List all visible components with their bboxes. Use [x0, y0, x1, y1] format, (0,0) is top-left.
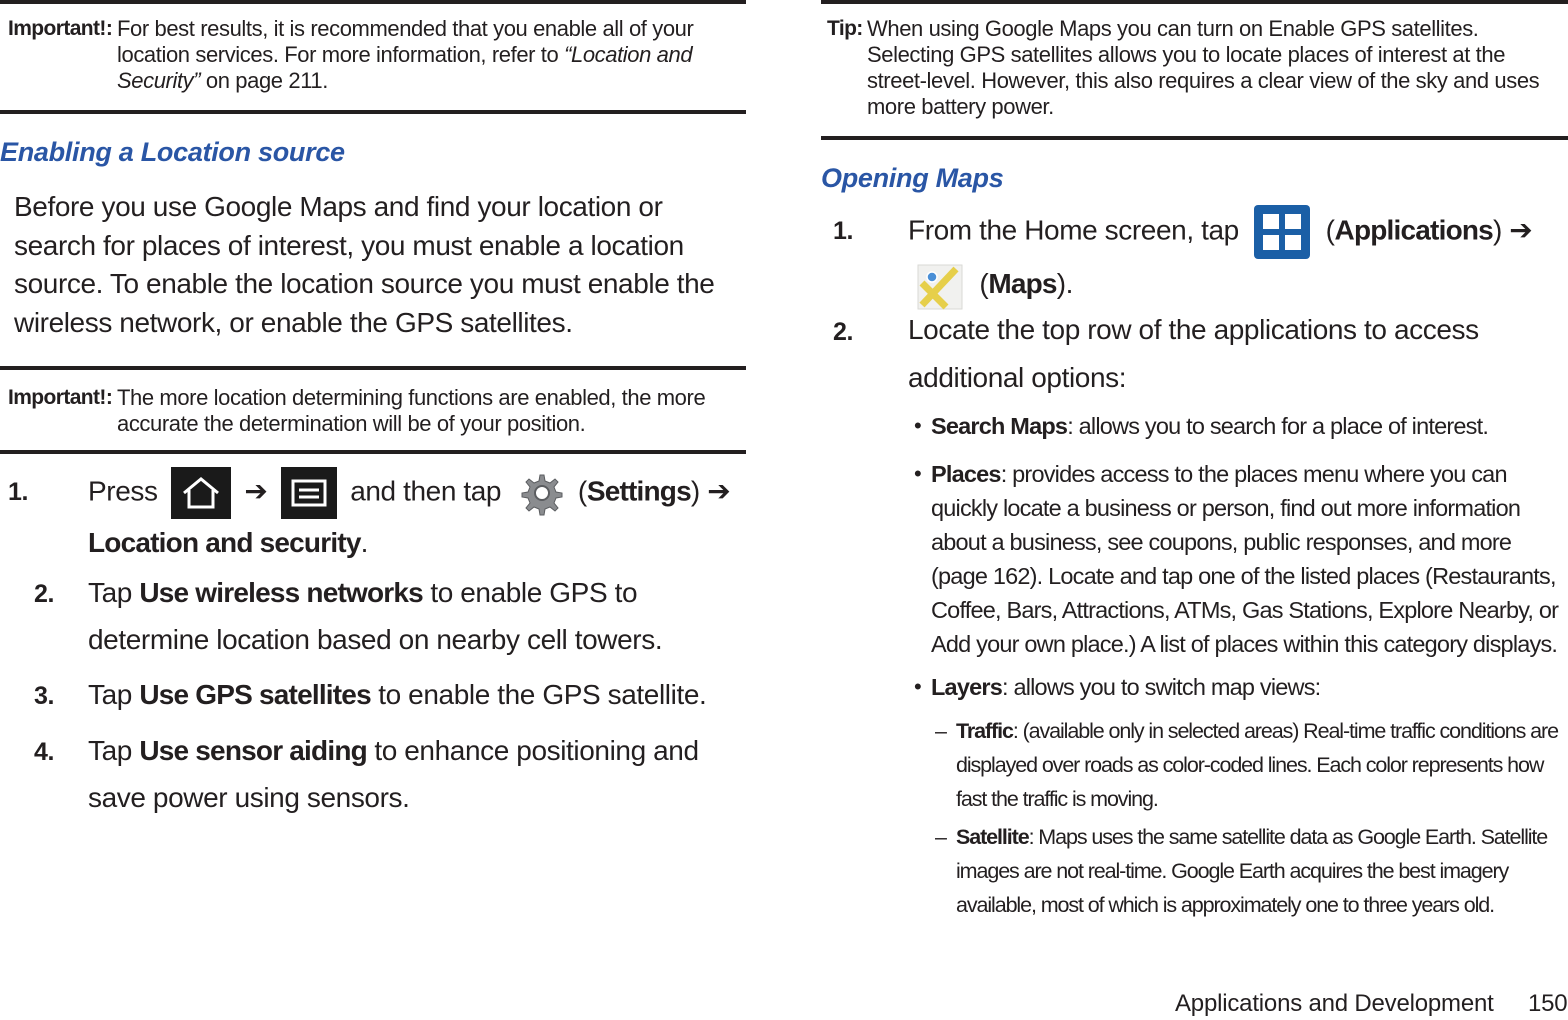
- step-number: 4.: [34, 738, 55, 766]
- maps-label: Maps: [988, 268, 1057, 299]
- applications-label: Applications: [1334, 214, 1493, 246]
- step-number: 1.: [833, 217, 854, 245]
- step-text: From the Home screen, tap (Applications) ➔ (Maps).: [908, 205, 1568, 311]
- step-text: Tap Use wireless networks to enable GPS to determine location based on nearby cell towers.: [88, 577, 663, 655]
- footer-section-title: Applications and Development: [1175, 990, 1494, 1017]
- applications-icon: [1254, 205, 1310, 259]
- note-bottom-rule: [0, 110, 746, 114]
- step-text: Locate the top row of the applications to access additional options:: [908, 314, 1479, 393]
- dash-icon: –: [935, 719, 946, 743]
- use-gps-satellites-label: Use GPS satellites: [139, 679, 371, 710]
- note-text: The more location determining functions are enabled, the more accurate the determination will be of your position.: [117, 385, 706, 436]
- settings-label: Settings: [586, 475, 691, 507]
- left-step-4: [0, 727, 746, 821]
- step-number: 3.: [34, 682, 55, 710]
- step-number: 1.: [8, 478, 29, 506]
- home-key-icon: [171, 467, 231, 519]
- right-step-2: [821, 306, 1568, 402]
- arrow-icon: ➔: [707, 475, 731, 507]
- tip-note: [821, 16, 1568, 124]
- page-number: 150: [1528, 990, 1568, 1017]
- maps-icon: [916, 261, 964, 311]
- note2-bottom-rule: [0, 450, 746, 454]
- intro-paragraph: Before you use Google Maps and find your location or search for places of interest, you must enable a location source. To enable the location source you must enable the wireless network, or enable the GPS satellites.: [14, 191, 715, 338]
- option-text: Layers: allows you to switch map views:: [931, 674, 1321, 700]
- tip-text: When using Google Maps you can turn on Enable GPS satellites. Selecting GPS satellites allows you to locate places of interest at the street-level. However, this also requires a clear view of the sky and uses more battery power.: [867, 16, 1540, 119]
- note-top-rule: [0, 0, 746, 4]
- tip-top-rule: [821, 0, 1568, 4]
- bullet-icon: •: [914, 674, 921, 699]
- layer-text: Satellite: Maps uses the same satellite data as Google Earth. Satellite images are not real-time. Google Earth acquires the best imagery available, most of which is approximately one to three years old.: [956, 825, 1548, 917]
- dash-icon: –: [935, 825, 946, 849]
- section-heading-enabling-location: Enabling a Location source: [0, 137, 345, 167]
- note2-top-rule: [0, 366, 746, 370]
- left-step-1: [0, 467, 746, 561]
- step-number: 2.: [833, 318, 854, 346]
- menu-key-icon: [281, 467, 337, 519]
- left-step-2: [0, 569, 746, 663]
- location-security-reference[interactable]: “Location and Security”: [117, 42, 693, 93]
- arrow-icon: ➔: [1509, 214, 1533, 246]
- note-label: Important!:: [8, 386, 113, 409]
- option-text: Places: provides access to the places menu where you can quickly locate a business or person, find out more information about a business, see coupons, public responses, and more (page 162). Locate and tap one of the listed places (Restaurants, Coffee, Bars, Attractions, ATMs, Gas Stations, Explore Nearby, or Add your own place.) A list of places within this category displays.: [931, 461, 1559, 657]
- left-step-3: [0, 671, 746, 718]
- location-security-label: Location and security: [88, 527, 361, 558]
- important-note-2: [0, 385, 746, 439]
- use-wireless-networks-label: Use wireless networks: [139, 577, 423, 608]
- layer-text: Traffic: (available only in selected areas) Real-time traffic conditions are displayed over roads as color-coded lines. Each color represents how fast the traffic is moving.: [956, 719, 1558, 811]
- section-heading-opening-maps: Opening Maps: [821, 163, 1004, 193]
- right-step-1: [821, 205, 1568, 303]
- tip-bottom-rule: [821, 136, 1568, 140]
- arrow-icon: ➔: [244, 475, 268, 507]
- important-note-1: [0, 16, 746, 96]
- tip-label: Tip:: [827, 17, 863, 40]
- settings-gear-icon: [515, 470, 565, 516]
- note-text: For best results, it is recommended that you enable all of your location services. For more information, refer to “Location and Security” on page 211.: [117, 16, 694, 93]
- step-text: Tap Use sensor aiding to enhance positioning and save power using sensors.: [88, 735, 699, 813]
- bullet-icon: •: [914, 413, 921, 438]
- note-label: Important!:: [8, 17, 113, 40]
- step-text: Press ➔ and then tap (Settings) ➔ Location and security.: [88, 467, 746, 566]
- bullet-icon: •: [914, 461, 921, 486]
- use-sensor-aiding-label: Use sensor aiding: [139, 735, 367, 766]
- step-text: Tap Use GPS satellites to enable the GPS satellite.: [88, 679, 707, 710]
- step-number: 2.: [34, 580, 55, 608]
- option-text: Search Maps: allows you to search for a place of interest.: [931, 413, 1489, 439]
